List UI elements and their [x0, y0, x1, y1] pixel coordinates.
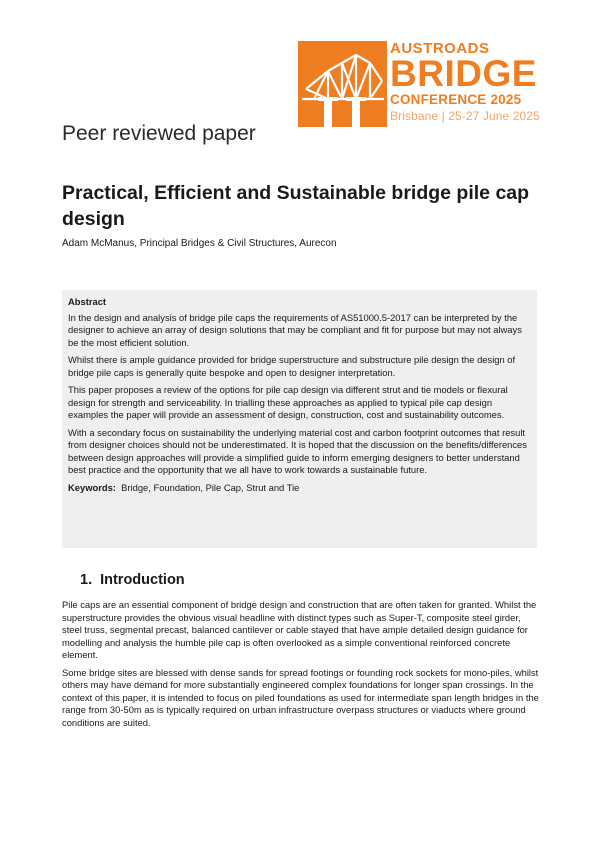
section-title: Introduction [100, 572, 185, 588]
section-heading-introduction [80, 572, 185, 588]
body-paragraph: Some bridge sites are blessed with dense sands for spread footings or founding rock sockets for mono-piles, whilst others may have demand for more substantially engineered complex foundations for longer span crossings. In the context of this paper, it is intended to focus on piled foundations as used for intermediate span length bridges in the range from 30-50m as is typically required on urban infrastructure overpass structures or viaducts where ground conditions are suited. [62, 666, 539, 728]
abstract-box [62, 290, 537, 548]
keywords-label: Keywords: [68, 481, 116, 493]
logo-conference: CONFERENCE 2025 [390, 92, 522, 107]
body-paragraph: Pile caps are an essential component of bridge design and construction that are often taken for granted. Whilst the superstructure provides the obvious visual headline with distinct types such as Super-T, composite steel girder, steel truss, segmental precast, balanced cantilever or cable stayed that have ample detailed design guidance for modelling and analysis the humble pile cap is often overlooked as a simple conventional reinforced concrete element. [62, 599, 537, 660]
logo-austroads: AUSTROADS [390, 40, 490, 57]
conference-logo-text [390, 40, 540, 124]
peer-reviewed-label: Peer reviewed paper [62, 122, 256, 145]
abstract-paragraph: In the design and analysis of bridge pile caps the requirements of AS51000.5-2017 can be interpreted by the designer to achieve an array of design solutions that may be compliant and fit for purpose but may not always be the most efficient solution. [68, 311, 522, 348]
section-number: 1. [80, 572, 93, 588]
abstract-heading: Abstract [68, 296, 107, 307]
bridge-truss-icon [298, 41, 387, 127]
abstract-paragraph: Whilst there is ample guidance provided for bridge superstructure and substructure pile design the design of bridge pile caps is generally quite bespoke and open to designer interpretation. [68, 354, 516, 378]
logo-bridge: BRIDGE [390, 53, 537, 94]
abstract-paragraph: This paper proposes a review of the options for pile cap design via different strut and tie models or flexural design for strength and serviceability. In trialling these approaches as applied to typical pile cap design examples the paper will provide an assessment of design, construction, cost and sustainability outcomes. [68, 384, 508, 420]
introduction-body [62, 599, 540, 734]
keywords-line [68, 482, 533, 495]
paper-author: Adam McManus, Principal Bridges & Civil Structures, Aurecon [62, 238, 337, 249]
paper-title: Practical, Efficient and Sustainable bridge pile cap design [62, 182, 530, 230]
conference-logo-mark [298, 41, 387, 127]
keywords-value: Bridge, Foundation, Pile Cap, Strut and Tie [121, 481, 300, 493]
abstract-paragraph: With a secondary focus on sustainability the underlying material cost and carbon footprint outcomes that result from designer choices should not be underestimated. It is hoped that the discussion on the benefits/differences between design approaches will provide a simplified guide to inform emerging designers to better understand best practice and the opportunity that we all have to work towards a sustainable future. [68, 426, 527, 475]
logo-location-date: Brisbane | 25-27 June 2025 [390, 109, 540, 123]
